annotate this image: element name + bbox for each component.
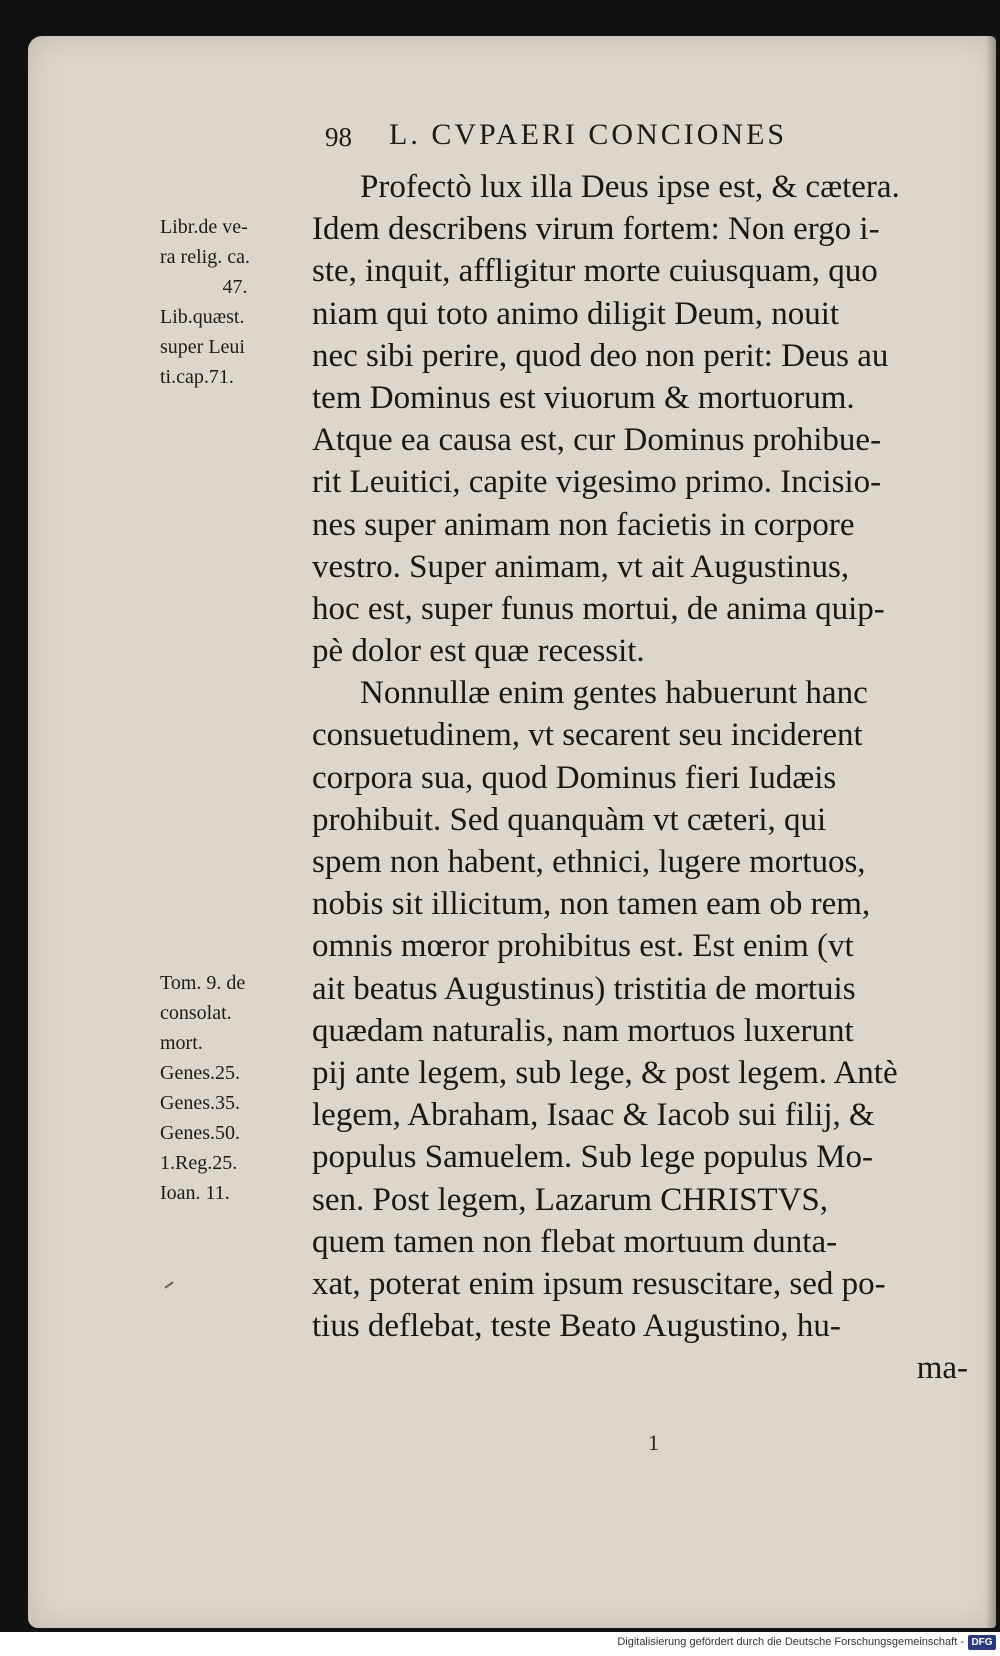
page-header: [325, 118, 915, 162]
margin-note-line: ra relig. ca.: [160, 246, 250, 268]
text-line: ait beatus Augustinus) tristitia de mortuis: [312, 970, 856, 1007]
footer-bar: [0, 1632, 1000, 1656]
text-line: quem tamen non flebat mortuum dunta-: [312, 1223, 838, 1260]
text-line: sen. Post legem, Lazarum CHRISTVS,: [312, 1181, 829, 1218]
text-line: rit Leuitici, capite vigesimo primo. Incisio-: [312, 464, 882, 501]
text-line: legem, Abraham, Isaac & Iacob sui filij, &: [312, 1097, 875, 1134]
margin-note-line: Tom. 9. de: [160, 972, 246, 994]
running-head: L. CVPAERI CONCIONES: [389, 118, 788, 151]
text-line: tius deflebat, teste Beato Augustino, hu-: [312, 1308, 841, 1345]
margin-note-line: Ioan. 11.: [160, 1182, 230, 1204]
text-line: corpora sua, quod Dominus fieri Iudæis: [312, 759, 837, 796]
margin-note-line: Genes.25.: [160, 1062, 240, 1084]
text-line: spem non habent, ethnici, lugere mortuos,: [312, 844, 866, 880]
text-line: Nonnullæ enim gentes habuerunt hanc: [360, 675, 868, 712]
text-line: omnis mœror prohibitus est. Est enim (vt: [312, 928, 854, 965]
main-text: [312, 166, 980, 1389]
margin-note-line: 1.Reg.25.: [160, 1152, 238, 1174]
text-line: xat, poterat enim ipsum resuscitare, sed po-: [312, 1265, 886, 1302]
text-line: hoc est, super funus mortui, de anima quip-: [312, 590, 885, 627]
text-line: populus Samuelem. Sub lege populus Mo-: [312, 1139, 873, 1176]
page-edge-shadow: [986, 36, 996, 1628]
text-line: nes super animam non facietis in corpore: [312, 506, 855, 543]
margin-note-line: ti.cap.71.: [160, 366, 234, 388]
dfg-logo-icon: DFG: [968, 1635, 996, 1650]
text-line: ste, inquit, affligitur morte cuiusquam, quo: [312, 253, 878, 290]
text-line: nobis sit illicitum, non tamen eam ob rem,: [312, 886, 871, 923]
funding-credit: Digitalisierung gefördert durch die Deutsche Forschungsgemeinschaft -: [617, 1636, 964, 1648]
margin-note-line: mort.: [160, 1032, 203, 1054]
text-line: Atque ea causa est, cur Dominus prohibue-: [312, 422, 882, 459]
text-line: Profectò lux illa Deus ipse est, & cætera.: [360, 169, 900, 205]
catchword: ma-: [916, 1350, 968, 1387]
text-line: consuetudinem, vt secarent seu inciderent: [312, 717, 863, 754]
text-line: vestro. Super animam, vt ait Augustinus,: [312, 548, 850, 585]
margin-note-line: super Leui: [160, 336, 245, 358]
text-line: prohibuit. Sed quanquàm vt cæteri, qui: [312, 801, 827, 838]
text-line: pij ante legem, sub lege, & post legem. Antè: [312, 1054, 898, 1091]
text-line: quædam naturalis, nam mortuos luxerunt: [312, 1012, 854, 1049]
text-line: niam qui toto animo diligit Deum, nouit: [312, 295, 840, 332]
margin-note-line: Libr.de ve-: [160, 216, 248, 238]
margin-note-line: 47.: [222, 276, 248, 298]
text-line: tem Dominus est viuorum & mortuorum.: [312, 379, 855, 416]
margin-note-references-bottom: [160, 968, 310, 1208]
text-line: pè dolor est quæ recessit.: [312, 633, 645, 670]
margin-note-line: consolat.: [160, 1002, 232, 1024]
text-line: Idem describens virum fortem: Non ergo i-: [312, 211, 880, 248]
margin-note-line: Genes.50.: [160, 1122, 240, 1144]
margin-note-line: Genes.35.: [160, 1092, 240, 1114]
margin-note-line: Lib.quæst.: [160, 306, 245, 328]
page-number: 98: [325, 122, 352, 152]
margin-note-references-top: [160, 212, 310, 392]
signature-mark: 1: [648, 1430, 659, 1455]
text-line: nec sibi perire, quod deo non perit: Deus au: [312, 337, 889, 374]
